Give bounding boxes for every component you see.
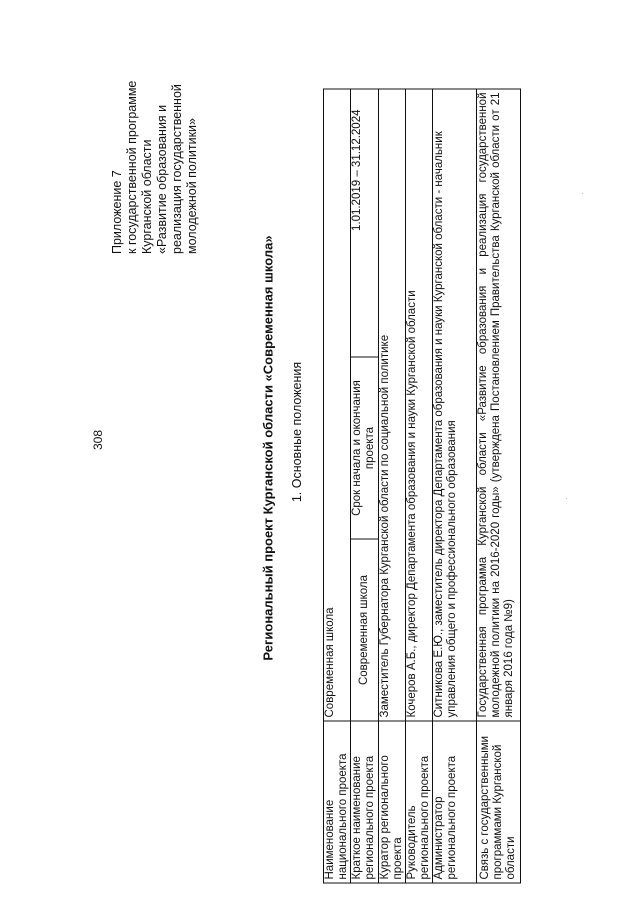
term-value: 1.01.2019 – 31.12.2024 <box>351 89 379 357</box>
row-value: Кочеров А.Б., директор Департамента образования и науки Курганской области <box>406 89 433 721</box>
table-row <box>406 89 433 883</box>
appendix-line: Приложение 7 <box>110 170 124 254</box>
row-label: Руководитель регионального проекта <box>406 721 433 883</box>
appendix-line: Курганской области <box>140 139 154 254</box>
scan-speck <box>582 193 583 194</box>
row-label: Связь с государственными программами Курганской области <box>477 721 521 883</box>
project-info-table <box>323 89 521 884</box>
appendix-line: молодежной политики» <box>185 118 199 254</box>
row-value: Заместитель Губернатора Курганской области по социальной политике <box>379 89 406 721</box>
table-row <box>379 89 406 883</box>
row-value: Ситникова Е.Ю., заместитель директора Департамента образования и науки Курганской области - начальник управления общего и профессионального образования <box>433 89 477 721</box>
project-table-container <box>323 89 517 884</box>
document-title: Региональный проект Курганской области «Современная школа» <box>260 235 276 661</box>
row-value: Современная школа <box>324 89 351 721</box>
row-value: Современная школа <box>351 539 379 721</box>
page-number: 308 <box>91 429 105 451</box>
row-value: Государственная программа Курганской области «Развитие образования и реализация государственной молодежной политики на 2016-2020 годы» (утверждена Постановлением Правительства Курганской области от 21 января 2016 года №9) <box>477 89 521 721</box>
term-label: Срок начала и окончания проекта <box>351 357 379 539</box>
appendix-line: «Развитие образования и <box>155 104 169 254</box>
appendix-note <box>110 70 200 254</box>
section-title: 1. Основные положения <box>290 361 304 503</box>
row-label: Наименование национального проекта <box>324 721 351 883</box>
appendix-line: реализация государственной <box>170 84 184 254</box>
scan-speck <box>566 498 567 499</box>
table-row <box>477 89 521 883</box>
table-row <box>433 89 477 883</box>
row-label: Краткое наименование регионального проекта <box>351 721 379 883</box>
appendix-line: к государственной программе <box>125 80 139 254</box>
row-label: Куратор регионального проекта <box>379 721 406 883</box>
row-label: Администратор регионального проекта <box>433 721 477 883</box>
table-row <box>324 89 351 883</box>
table-row <box>351 89 379 883</box>
